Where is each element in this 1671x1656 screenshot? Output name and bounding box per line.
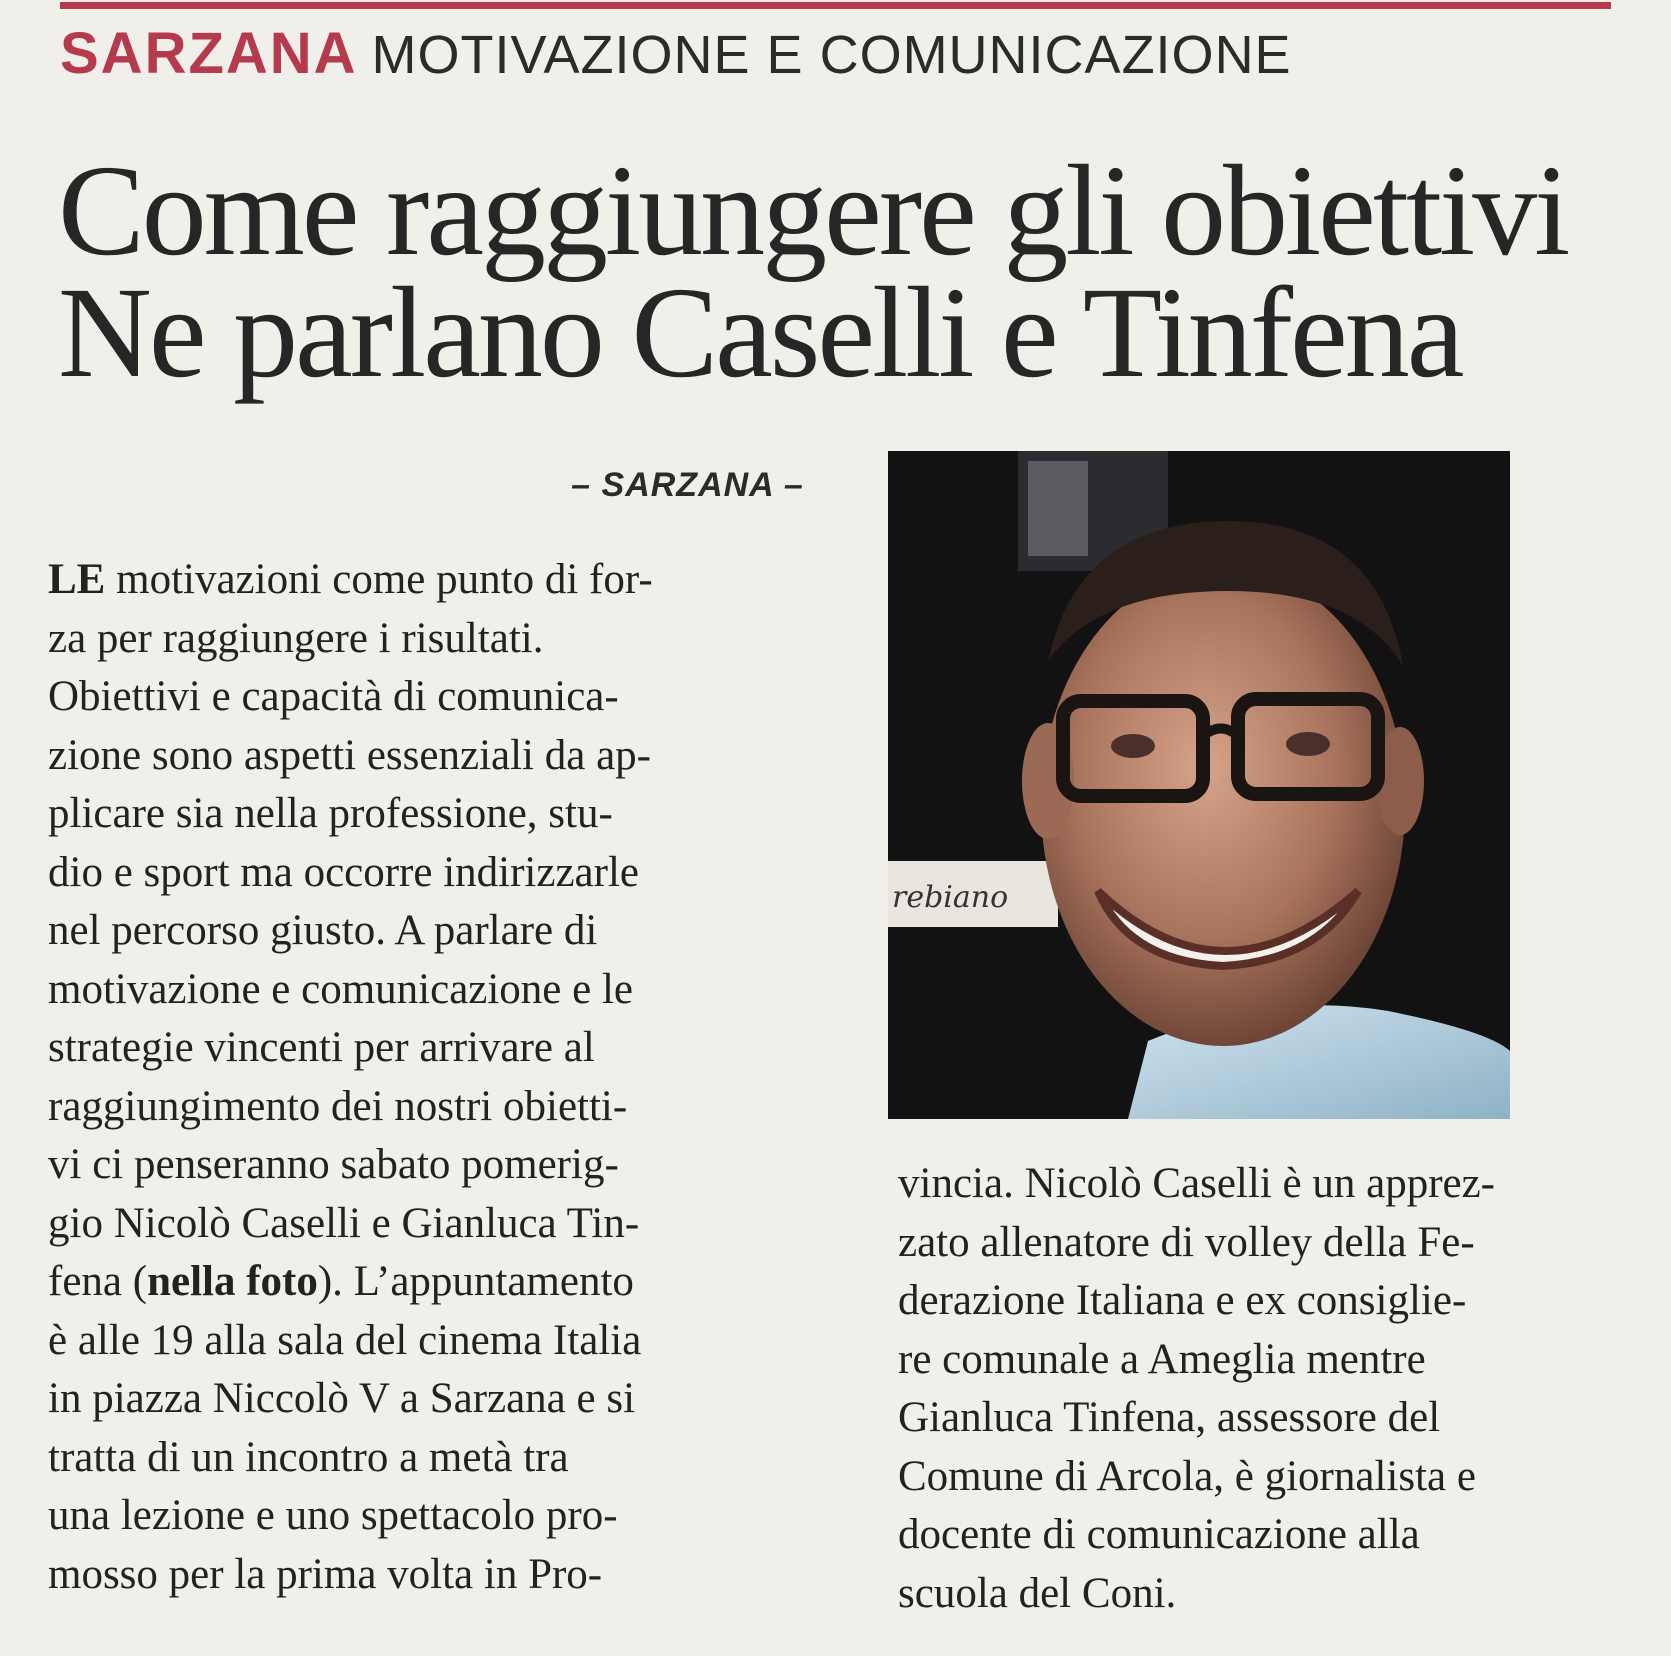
body-line: una lezione e uno spettacolo pro- [48,1492,618,1539]
portrait-photo [888,451,1510,1119]
body-line: zato allenatore di volley della Fe- [898,1218,1475,1266]
lead-word: LE [48,556,106,603]
face [1041,566,1405,1046]
body-line: mosso per la prima volta in Pro- [48,1550,603,1598]
background-sign-text: rebiano [892,880,1009,915]
body-line: re comunale a Ameglia mentre [898,1335,1426,1383]
article-column-right [898,1155,1650,1623]
body-line: tratta di un incontro a metà tra [48,1433,569,1481]
headline-line-2: Ne parlano Caselli e Tinfena [58,261,1462,405]
section-topic: MOTIVAZIONE E COMUNICAZIONE [371,25,1292,85]
body-line: è alle 19 alla sala del cinema Italia [48,1316,642,1364]
body-line: docente di comunicazione alla [898,1511,1420,1558]
headline [58,139,1638,405]
top-rule [60,2,1611,9]
article-column-left [48,551,830,1604]
body-line: Obiettivi e capacità di comunica- [48,673,619,720]
body-line: Comune di Arcola, è giornalista e [898,1452,1476,1500]
body-line: dio e sport ma occorre indirizzarle [48,848,639,896]
body-line-text: fena ( [48,1258,148,1305]
body-line-text: ). L’appuntamento [317,1258,634,1305]
body-line: vi ci penseranno sabato pomerig- [48,1141,619,1188]
headline-line-1: Come raggiungere gli obiettivi [58,139,1568,283]
body-line: gio Nicolò Caselli e Gianluca Tin- [48,1199,640,1247]
body-line: strategie vincenti per arrivare al [48,1024,595,1071]
body-line: raggiungimento dei nostri obietti- [48,1082,628,1130]
body-line: za per raggiungere i risultati. [48,614,544,662]
dateline: – SARZANA – [571,466,804,504]
body-line: Gianluca Tinfena, assessore del [898,1394,1441,1441]
body-line: plicare sia nella professione, stu- [48,790,613,837]
body-line: motivazione e comunicazione e le [48,965,634,1013]
body-line: vincia. Nicolò Caselli è un apprez- [898,1160,1496,1207]
section-tag: SARZANA [60,21,358,86]
body-line: in piazza Niccolò V a Sarzana e si [48,1375,636,1422]
body-line: zione sono aspetti essenziali da ap- [48,731,651,779]
kicker [60,21,1292,86]
body-line: derazione Italiana e ex consiglie- [898,1277,1467,1324]
body-line: nel percorso giusto. A parlare di [48,907,598,954]
photo-reference: nella foto [147,1258,318,1305]
body-line [48,1253,830,1312]
body-line-text: motivazioni come punto di for- [105,556,653,603]
body-line: scuola del Coni. [898,1569,1177,1617]
body-line [48,551,830,610]
